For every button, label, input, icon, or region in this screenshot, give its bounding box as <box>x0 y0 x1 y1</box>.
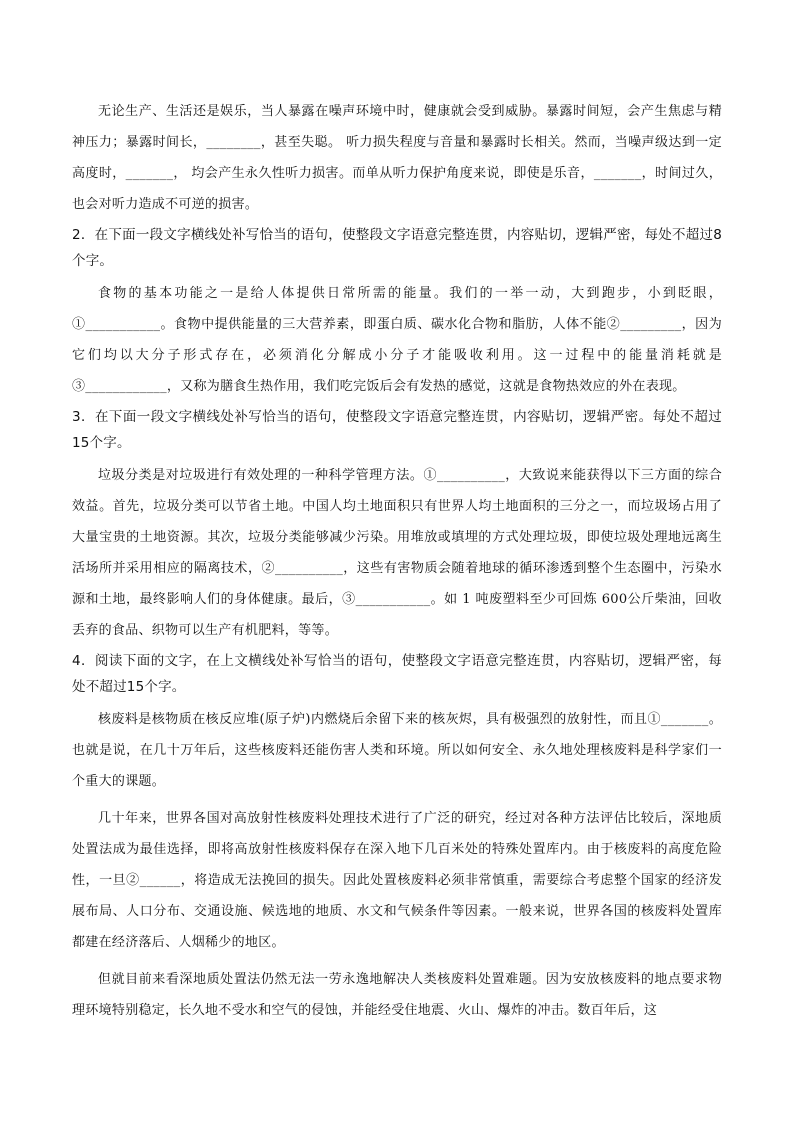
question-2: 2．在下面一段文字横线处补写恰当的语句，使整段文字语意完整连贯，内容贴切，逻辑严密，每处不超过8个字。 <box>72 227 722 269</box>
question-4: 4．阅读下面的文字，在上文横线处补写恰当的语句，使整段文字语意完整连贯，内容贴切，逻辑严密，每处不超过15个字。 <box>72 653 722 695</box>
page-content <box>72 96 722 1026</box>
paragraph-nuclear-waste-3: 但就目前来看深地质处置法仍然无法一劳永逸地解决人类核废料处置难题。因为安放核废料的地点要求物理环境特别稳定，长久地不受水和空气的侵蚀，并能经受住地震、火山、爆炸的冲击。数百年后，这 <box>72 972 722 1018</box>
paragraph-food-energy: 食物的基本功能之一是给人体提供日常所需的能量。我们的一举一动，大到跑步，小到眨眼，①___________。食物中提供能量的三大营养素，即蛋白质、碳水化合物和脂肪，人体不能②_________，因为它们均以大分子形式存在，必须消化分解成小分子才能吸收利用。这一过程中的能量消耗就是 ③____________，又称为膳食生热作用，我们吃完饭后会有发热的感觉，这就是食物热效应的外在表现。 <box>72 286 722 394</box>
paragraph-garbage-sorting: 垃圾分类是对垃圾进行有效处理的一种科学管理方法。①__________，大致说来能获得以下三方面的综合效益。首先，垃圾分类可以节省土地。中国人均土地面积只有世界人均土地面积的三分之一，而垃圾场占用了大量宝贵的土地资源。其次，垃圾分类能够减少污染。用堆放或填埋的方式处理垃圾，即使垃圾处理地远离生活场所并采用相应的隔离技术，②__________，这些有害物质会随着地球的循环渗透到整个生态圈中，污染水源和土地，最终影响人们的身体健康。最后，③___________。如 1 吨废塑料至少可回炼 600公斤柴油，回收丢弃的食品、织物可以生产有机肥料，等等。 <box>72 468 722 638</box>
paragraph-nuclear-waste-1: 核废料是核物质在核反应堆(原子炉)内燃烧后余留下来的核灰烬，具有极强烈的放射性，而且①_______。也就是说，在几十万年后，这些核废料还能伤害人类和环境。所以如何安全、永久地处理核废料是科学家们一个重大的课题。 <box>72 712 722 789</box>
paragraph-noise: 无论生产、生活还是娱乐，当人暴露在噪声环境中时，健康就会受到威胁。暴露时间短，会产生焦虑与精神压力；暴露时间长，________，甚至失聪。 听力损失程度与音量和暴露时长相关。然而，当噪声级达到一定高度时，_______， 均会产生永久性听力损害。而单从听力保护角度来说，即使是乐音，_______，时间过久，也会对听力造成不可逆的损害。 <box>72 104 722 212</box>
question-3: 3．在下面一段文字横线处补写恰当的语句，使整段文字语意完整连贯，内容贴切，逻辑严密。每处不超过15个字。 <box>72 409 722 451</box>
paragraph-nuclear-waste-2: 几十年来，世界各国对高放射性核废料处理技术进行了广泛的研究，经过对各种方法评估比较后，深地质处置法成为最佳选择，即将高放射性核废料保存在深入地下几百米处的特殊处置库内。由于核废料的高度危险性，一旦②______，将造成无法挽回的损失。因此处置核废料必须非常慎重，需要综合考虑整个国家的经济发展布局、人口分布、交通设施、候选地的地质、水文和气候条件等因素。一般来说，世界各国的核废料处置库都建在经济落后、人烟稀少的地区。 <box>72 811 722 950</box>
